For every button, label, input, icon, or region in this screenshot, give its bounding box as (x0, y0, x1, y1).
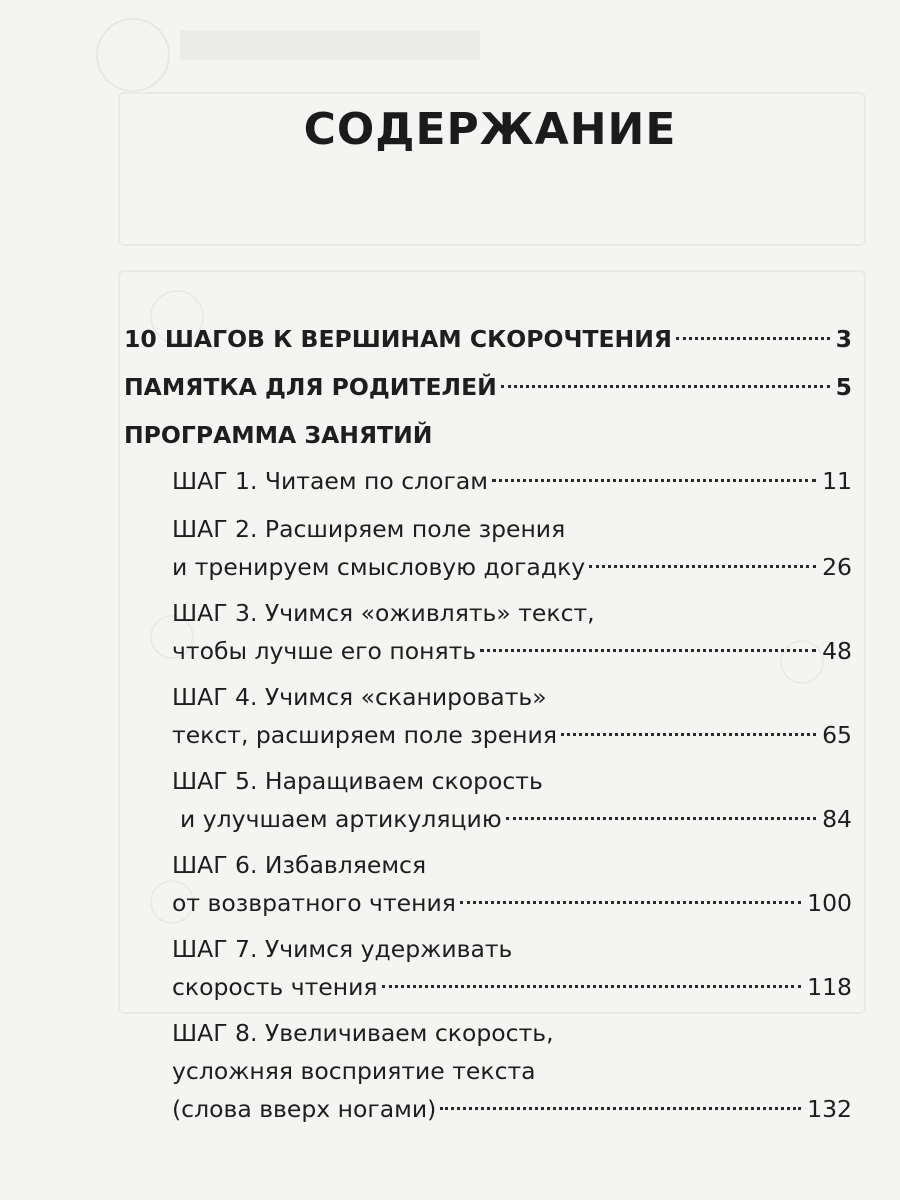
toc-page-number: 100 (807, 889, 852, 917)
toc-step[interactable] (172, 678, 852, 754)
dot-leader (460, 901, 801, 904)
toc-step-line: ШАГ 7. Учимся удерживать (172, 935, 513, 963)
dot-leader (480, 649, 816, 652)
toc-page-number: 132 (807, 1095, 852, 1123)
toc-step[interactable] (172, 1014, 852, 1128)
toc-step-line: ШАГ 3. Учимся «оживлять» текст, (172, 599, 595, 627)
toc-step-line: скорость чтения (172, 973, 378, 1001)
dot-leader (506, 817, 816, 820)
toc-page-number: 26 (822, 553, 852, 581)
toc-entry-title: 10 ШАГОВ К ВЕРШИНАМ СКОРОЧТЕНИЯ (124, 325, 672, 353)
dot-leader (561, 733, 816, 736)
toc-page-number: 11 (822, 467, 852, 495)
toc-step-line: чтобы лучше его понять (172, 637, 477, 665)
toc-page-number: 5 (835, 373, 852, 401)
toc-step-line: ШАГ 4. Учимся «сканировать» (172, 683, 547, 711)
toc-step[interactable] (172, 462, 852, 500)
toc-page-number: 65 (822, 721, 852, 749)
toc-step-line: от возвратного чтения (172, 889, 456, 917)
dot-leader (492, 479, 816, 482)
toc-step-line: ШАГ 2. Расширяем поле зрения (172, 515, 566, 543)
dot-leader (440, 1107, 801, 1110)
toc-page-number: 3 (835, 325, 852, 353)
toc-step[interactable] (172, 930, 852, 1006)
toc-page-number: 118 (807, 973, 852, 1001)
toc-section-heading (124, 416, 852, 456)
toc-step[interactable] (172, 594, 852, 670)
dot-leader (589, 565, 816, 568)
dot-leader (676, 337, 830, 340)
dot-leader (501, 385, 830, 388)
toc-section-title: ПРОГРАММА ЗАНЯТИЙ (124, 421, 433, 449)
toc-step-line: ШАГ 1. Читаем по слогам (172, 467, 489, 495)
toc-step-line: и тренируем смысловую догадку (172, 553, 586, 581)
toc-step[interactable] (172, 846, 852, 922)
toc-step[interactable] (172, 510, 852, 586)
toc-step-line: (слова вверх ногами) (172, 1095, 437, 1123)
table-of-contents (124, 320, 852, 1128)
toc-step-line: ШАГ 5. Наращиваем скорость (172, 767, 543, 795)
toc-step[interactable] (172, 762, 852, 838)
toc-page-number: 48 (822, 637, 852, 665)
toc-entry[interactable] (124, 368, 852, 408)
page-title: СОДЕРЖАНИЕ (303, 104, 677, 155)
dot-leader (382, 985, 802, 988)
toc-step-line: ШАГ 6. Избавляемся (172, 851, 427, 879)
toc-page-number: 84 (822, 805, 852, 833)
toc-step-line: текст, расширяем поле зрения (172, 721, 557, 749)
toc-step-line: ШАГ 8. Увеличиваем скорость, (172, 1019, 554, 1047)
toc-entry-title: ПАМЯТКА ДЛЯ РОДИТЕЛЕЙ (124, 373, 497, 401)
toc-step-line: усложняя восприятие текста (172, 1057, 536, 1085)
toc-entry[interactable] (124, 320, 852, 360)
toc-step-line: и улучшаем артикуляцию (180, 805, 502, 833)
bleed-through-header-band (180, 30, 480, 60)
bleed-through-logo-icon (96, 18, 170, 92)
